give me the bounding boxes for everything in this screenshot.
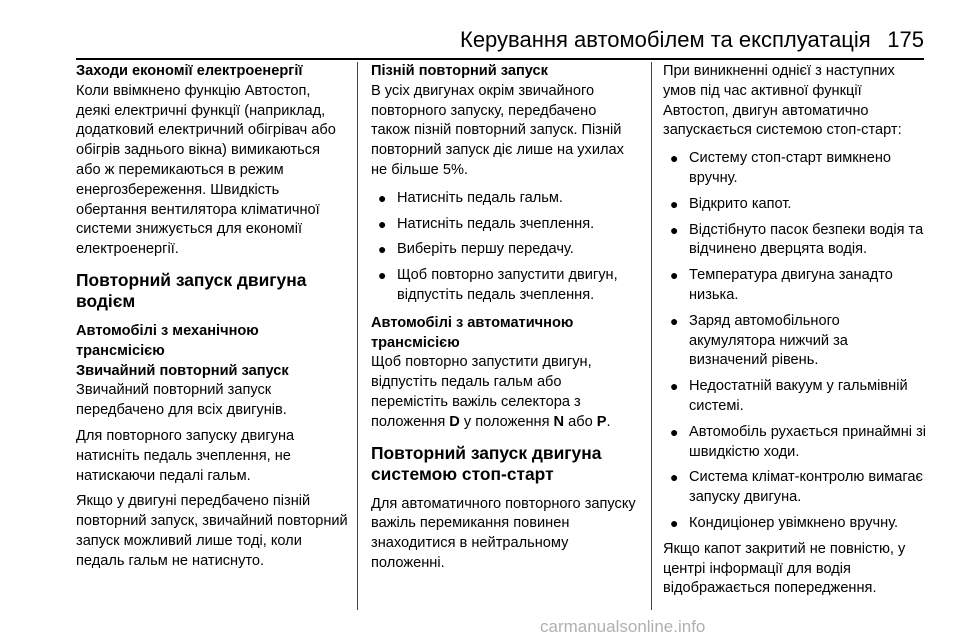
page-number: 175 <box>887 27 924 52</box>
list-item: ● Щоб повторно запустити двигун, відпустіть педаль зчеплення. <box>378 267 618 303</box>
bullet-icon: ● <box>378 241 387 258</box>
bullet-icon: ● <box>378 215 387 232</box>
bullet-icon: ● <box>670 514 679 531</box>
bullet-icon: ● <box>670 150 679 167</box>
bullet-icon: ● <box>670 221 679 238</box>
paragraph-system-restart: Для автоматичного повторного запуску важіль перемикання повинен знаходитися в нейтральному положенні. <box>371 495 636 571</box>
column-2 <box>371 62 639 574</box>
heading-system-restart: Повторний запуск двигуна системою стоп-старт <box>371 442 602 484</box>
list-item: ● Натисніть педаль гальм. <box>371 189 639 209</box>
paragraph-restart-instructions: Для повторного запуску двигуна натисніть педаль зчеплення, не натискаючи педалі гальм. <box>76 427 295 484</box>
paragraph-auto-restart-intro: При виникненні однієї з наступних умов під час активної функції Автостоп, двигун автоматично запускається системою стоп-старт: <box>663 63 902 139</box>
bullet-icon: ● <box>670 267 679 284</box>
bullet-icon: ● <box>670 195 679 212</box>
bullet-icon: ● <box>378 189 387 206</box>
paragraph-late-restart: В усіх двигунах окрім звичайного повторного запуску, передбачено також пізній повторний запуск. Пізній повторний запуск діє лише на ухилах не більше 5%. <box>371 82 624 178</box>
heading-manual-transmission: Автомобілі з механічною трансмісією <box>76 322 259 359</box>
bullet-icon: ● <box>670 378 679 395</box>
list-item: ● Система клімат-контролю вимагає запуску двигуна. <box>670 469 923 506</box>
column-3 <box>663 62 930 599</box>
watermark: carmanualsonline.info <box>540 617 706 636</box>
heading-automatic-transmission: Автомобілі з автоматичною трансмісією <box>371 314 574 351</box>
heading-normal-restart: Звичайний повторний запуск <box>76 362 289 379</box>
gear-n: N <box>553 413 565 430</box>
page-header <box>0 0 960 58</box>
header-divider <box>76 58 924 60</box>
list-item: ● Кондиціонер увімкнено вручну. <box>663 514 930 534</box>
list-item: ● Відстібнуто пасок безпеки водія та відчинено дверцята водія. <box>670 221 924 258</box>
column-divider-1 <box>357 62 358 610</box>
column-divider-2 <box>651 62 652 610</box>
bullet-icon: ● <box>670 469 679 486</box>
bullet-icon: ● <box>670 423 679 440</box>
list-item: ● Систему стоп-старт вимкнено вручну. <box>670 150 892 186</box>
list-item: ● Заряд автомобільного акумулятора нижчий за визначений рівень. <box>670 312 848 369</box>
chapter-title: Керування автомобілем та експлуатація <box>460 27 871 52</box>
list-item: ● Автомобіль рухається принаймні зі швидкістю ходи. <box>670 423 927 460</box>
paragraph-late-restart-note: Якщо у двигуні передбачено пізній повторний запуск, звичайний повторний запуск можливий лише тоді, коли педаль гальм не натиснуто. <box>76 493 348 569</box>
late-restart-steps <box>371 189 639 306</box>
column-1 <box>76 62 348 572</box>
paragraph-energy-saving: Коли ввімкнено функцію Автостоп, деякі електричні функції (наприклад, додатковий електричний обігрівач або обігрів заднього вікна) вимикаються або ж перемикаються в режим енергозбереження. Швидкість обертання вентилятора кліматичної системи знижується для економії електроенергії. <box>76 82 336 258</box>
bullet-icon: ● <box>378 267 387 284</box>
heading-driver-restart: Повторний запуск двигуна водієм <box>76 269 307 311</box>
list-item: ● Недостатній вакуум у гальмівній системі. <box>670 378 908 414</box>
gear-d: D <box>449 413 460 430</box>
auto-restart-conditions <box>663 149 930 534</box>
paragraph-normal-restart: Звичайний повторний запуск передбачено для всіх двигунів. <box>76 382 287 419</box>
gear-p: P <box>596 413 607 430</box>
list-item: ● Виберіть першу передачу. <box>371 240 639 260</box>
list-item: ● Відкрито капот. <box>663 195 930 215</box>
heading-energy-saving: Заходи економії електроенергії <box>76 63 303 79</box>
paragraph-hood-warning: Якщо капот закритий не повністю, у центрі інформації для водія відображається попередження. <box>663 540 906 597</box>
heading-late-restart: Пізній повторний запуск <box>371 63 548 79</box>
paragraph-automatic-restart: Щоб повторно запустити двигун, відпустіть педаль гальм або перемістіть важіль селектора з положення D у положення N або P. <box>371 354 611 430</box>
bullet-icon: ● <box>670 312 679 329</box>
list-item: ● Натисніть педаль зчеплення. <box>371 215 639 235</box>
list-item: ● Температура двигуна занадто низька. <box>670 267 893 303</box>
